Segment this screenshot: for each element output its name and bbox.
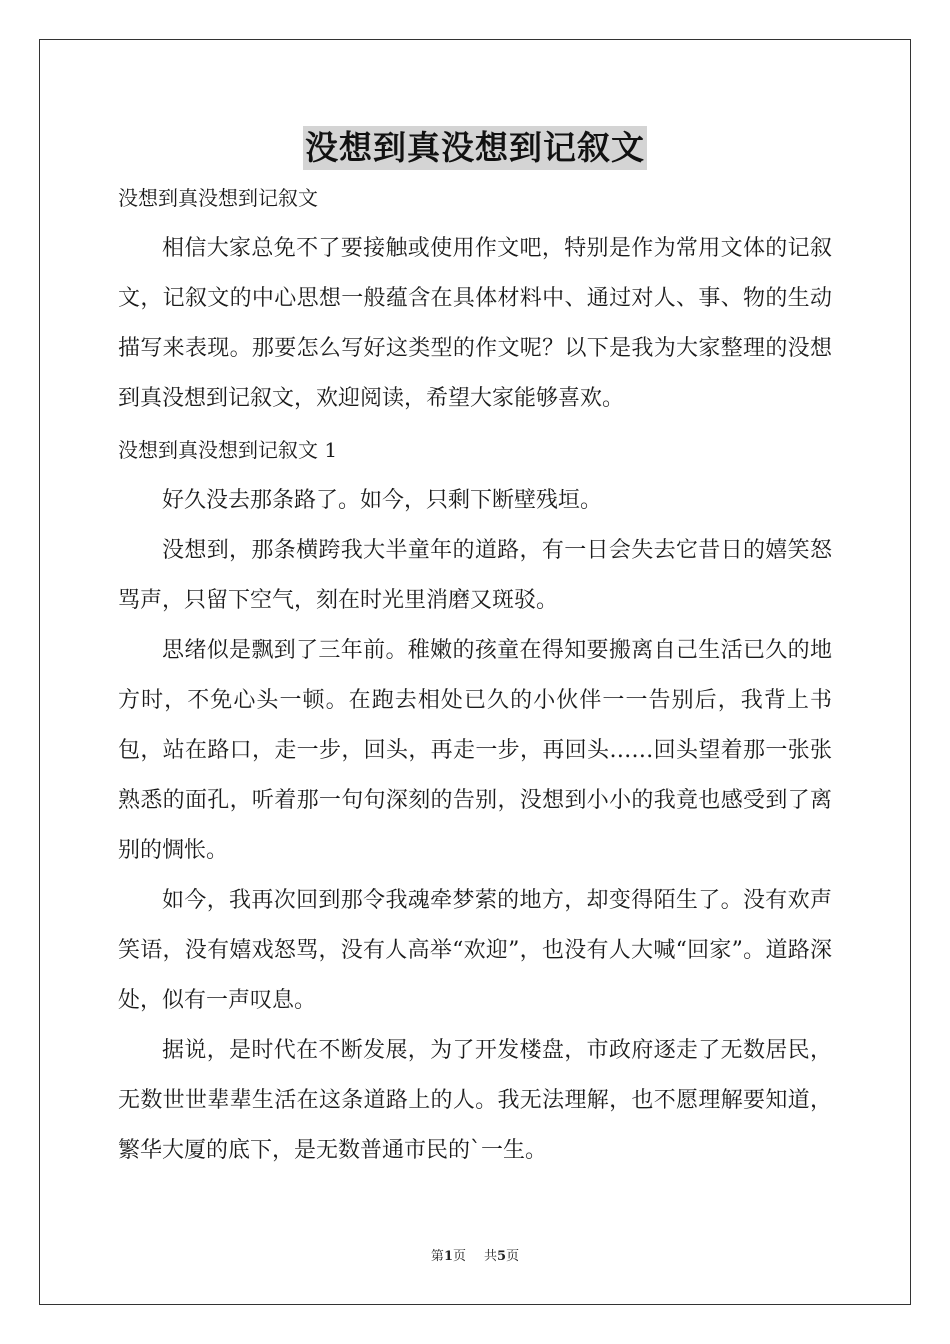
page-current: 1 <box>443 1249 453 1264</box>
page-suffix: 页 <box>452 1249 466 1264</box>
intro-paragraph: 相信大家总免不了要接触或使用作文吧，特别是作为常用文体的记叙文，记叙文的中心思想一般蕴含在具体材料中、通过对人、事、物的生动描写来表现。那要怎么写好这类型的作文呢？以下是我为大家整理的没想到真没想到记叙文，欢迎阅读，希望大家能够喜欢。 <box>118 236 832 411</box>
document-body <box>118 178 832 1176</box>
document-title: 没想到真没想到记叙文 <box>303 126 647 170</box>
page-prefix: 第 <box>430 1249 444 1264</box>
body-paragraph-4: 如今，我再次回到那令我魂牵梦萦的地方，却变得陌生了。没有欢声笑语，没有嬉戏怒骂，没有人高举“欢迎”，也没有人大喊“回家”。道路深处，似有一声叹息。 <box>118 888 832 1013</box>
document-subtitle: 没想到真没想到记叙文 <box>118 186 318 210</box>
body-paragraph-2: 没想到，那条横跨我大半童年的道路，有一日会失去它昔日的嬉笑怒骂声，只留下空气，刻在时光里消磨又斑驳。 <box>118 538 832 613</box>
total-prefix: 共 <box>484 1249 498 1264</box>
body-paragraph-5: 据说，是时代在不断发展，为了开发楼盘，市政府逐走了无数居民，无数世世辈辈生活在这条道路上的人。我无法理解，也不愿理解要知道，繁华大厦的底下，是无数普通市民的`一生。 <box>118 1038 832 1163</box>
section-heading: 没想到真没想到记叙文 1 <box>118 438 338 462</box>
total-suffix: 页 <box>506 1249 520 1264</box>
body-paragraph-1: 好久没去那条路了。如今，只剩下断壁残垣。 <box>162 488 603 513</box>
body-paragraph-3: 思绪似是飘到了三年前。稚嫩的孩童在得知要搬离自己生活已久的地方时，不免心头一顿。在跑去相处已久的小伙伴一一告别后，我背上书包，站在路口，走一步，回头，再走一步，再回头……回头望着那一张张熟悉的面孔，听着那一句句深刻的告别，没想到小小的我竟也感受到了离别的惆怅。 <box>118 638 832 863</box>
page-total: 5 <box>497 1249 507 1264</box>
page-footer <box>0 1245 950 1264</box>
title-container <box>0 126 950 170</box>
